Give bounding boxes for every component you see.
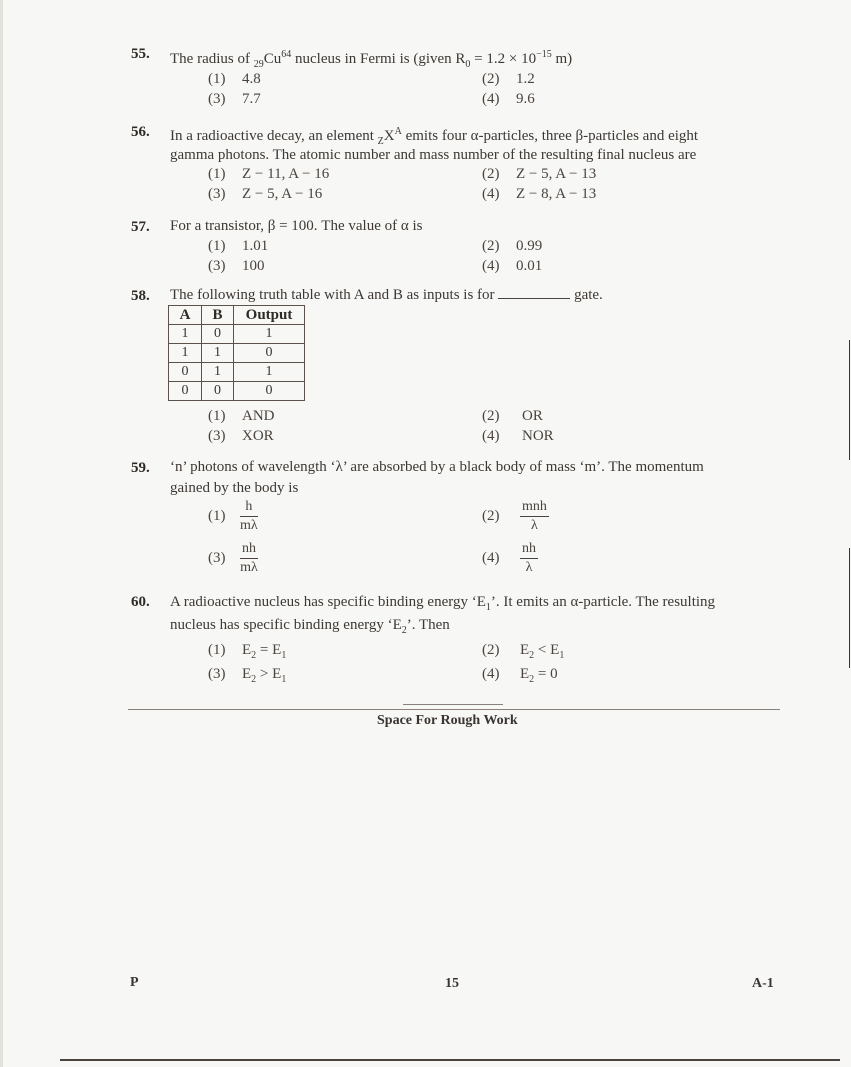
table-cell: 0 (234, 344, 305, 363)
q60-stem1-sub: 1 (485, 602, 491, 613)
q56-element-z: Z (377, 136, 384, 147)
q55-option-1[interactable]: (1) 4.8 (208, 71, 261, 87)
q55-element-symbol: Cu (263, 51, 282, 67)
q55-stem-end: m) (551, 51, 573, 67)
question-stem-56-line-2: gamma photons. The atomic number and mass number of the resulting final nucleus are (170, 147, 697, 163)
question-number-55: 55. (131, 46, 150, 62)
rough-work-heading: Space For Rough Work (377, 713, 518, 728)
q55-mass-number: 64 (281, 49, 292, 60)
scan-bottom-edge (60, 1059, 840, 1061)
question-number-57: 57. (131, 219, 150, 235)
q60-stem2-post: ’. Then (406, 617, 450, 633)
q58-stem-pre: The following truth table with A and B as inputs is for (170, 287, 495, 303)
truth-table-row (169, 382, 305, 401)
q59-option-2[interactable]: (2) $\frac{\text{mnh}}{\lambda}$ (482, 499, 547, 533)
truth-table (168, 305, 305, 401)
q56-element-a: A (394, 126, 402, 137)
table-cell: 1 (169, 344, 202, 363)
q57-option-2[interactable]: (2) 0.99 (482, 238, 543, 254)
q56-option-1[interactable]: (1) Z − 11, A − 16 (208, 166, 330, 182)
q55-atomic-number: 29 (253, 59, 264, 70)
fraction: $\frac{\text{mnh}}{\lambda}$ (522, 499, 547, 533)
table-cell: 1 (234, 325, 305, 344)
q60-stem2-sub: 2 (401, 625, 407, 636)
q60-option-3[interactable]: (3) $E_2 > E_1$ (208, 666, 287, 685)
fraction: $\frac{h}{m\lambda}$ (240, 499, 258, 533)
question-stem-57: For a transistor, β = 100. The value of α is (170, 218, 423, 234)
truth-table-header-row (169, 306, 305, 325)
q55-option-3[interactable]: (3) 7.7 (208, 91, 261, 107)
q59-option-4[interactable]: (4) $\frac{nh}{\lambda}$ (482, 541, 536, 575)
question-number-59: 59. (131, 460, 150, 476)
q59-option-1[interactable]: (1) $\frac{h}{m\lambda}$ (208, 499, 258, 533)
q58-option-2[interactable]: (2) OR (482, 408, 543, 424)
q58-option-4[interactable]: (4) NOR (482, 428, 554, 444)
page-number: 15 (445, 976, 459, 991)
truth-table-header-b: B (202, 306, 234, 325)
table-cell: 1 (169, 325, 202, 344)
q58-option-1[interactable]: (1) AND (208, 408, 275, 424)
q56-stem-post: emits four α-particles, three β-particles and eight (401, 128, 699, 144)
q60-option-2[interactable]: (2) $E_2 < E_1$ (482, 642, 565, 661)
question-number-58: 58. (131, 288, 150, 304)
scan-edge-line (849, 340, 850, 460)
question-number-60: 60. (131, 594, 150, 610)
q56-stem-pre: In a radioactive decay, an element (170, 128, 378, 144)
rough-work-divider (128, 709, 780, 710)
table-cell: 1 (202, 363, 234, 382)
truth-table-header-a: A (169, 306, 202, 325)
footer-booklet-code: A-1 (752, 976, 774, 991)
q60-stem1-pre: A radioactive nucleus has specific binding energy ‘E (170, 594, 486, 610)
question-stem-59-line-1: ‘n’ photons of wavelength ‘λ’ are absorbed by a black body of mass ‘m’. The momentum (170, 459, 704, 475)
footer-set-code: P (130, 975, 139, 990)
table-cell: 0 (234, 382, 305, 401)
truth-table-row (169, 363, 305, 382)
scan-edge-line (849, 548, 850, 668)
table-cell: 0 (202, 382, 234, 401)
table-cell: 1 (234, 363, 305, 382)
q56-element-x: X (383, 128, 395, 144)
q56-option-3[interactable]: (3) Z − 5, A − 16 (208, 186, 323, 202)
q55-stem-pre: The radius of (170, 51, 254, 67)
question-stem-60-line-2 (170, 614, 450, 642)
q60-option-4[interactable]: (4) $E_2 = 0$ (482, 666, 558, 685)
truth-table-row (169, 325, 305, 344)
table-cell: 0 (169, 363, 202, 382)
question-stem-58 (170, 284, 603, 307)
q55-exponent: −15 (536, 49, 552, 60)
fraction: $\frac{nh}{\lambda}$ (522, 541, 536, 575)
table-cell: 0 (169, 382, 202, 401)
q60-stem1-post: ’. It emits an α-particle. The resulting (490, 594, 716, 610)
truth-table-row (169, 344, 305, 363)
question-number-56: 56. (131, 124, 150, 140)
fraction: $\frac{nh}{m\lambda}$ (240, 541, 258, 575)
q57-option-4[interactable]: (4) 0.01 (482, 258, 543, 274)
short-divider (403, 704, 503, 705)
q55-option-2[interactable]: (2) 1.2 (482, 71, 535, 87)
q58-option-3[interactable]: (3) XOR (208, 428, 274, 444)
q56-option-4[interactable]: (4) Z − 8, A − 13 (482, 186, 597, 202)
q57-option-3[interactable]: (3) 100 (208, 258, 265, 274)
q58-stem-post: gate. (574, 287, 603, 303)
q55-r-subscript: 0 (465, 59, 471, 70)
q55-option-4[interactable]: (4) 9.6 (482, 91, 535, 107)
q59-option-3[interactable]: (3) $\frac{nh}{m\lambda}$ (208, 541, 258, 575)
q55-stem-mid: nucleus in Fermi is (given R (291, 51, 466, 67)
question-stem-59-line-2: gained by the body is (170, 480, 299, 496)
q60-stem2-pre: nucleus has specific binding energy ‘E (170, 617, 402, 633)
truth-table-header-output: Output (234, 306, 305, 325)
q55-stem-eq: = 1.2 × 10 (470, 51, 537, 67)
q60-option-1[interactable]: (1) $E_2 = E_1$ (208, 642, 287, 661)
page-edge-shadow (0, 0, 3, 1067)
table-cell: 1 (202, 344, 234, 363)
q57-option-1[interactable]: (1) 1.01 (208, 238, 269, 254)
answer-blank (498, 284, 570, 299)
q56-option-2[interactable]: (2) Z − 5, A − 13 (482, 166, 597, 182)
table-cell: 0 (202, 325, 234, 344)
